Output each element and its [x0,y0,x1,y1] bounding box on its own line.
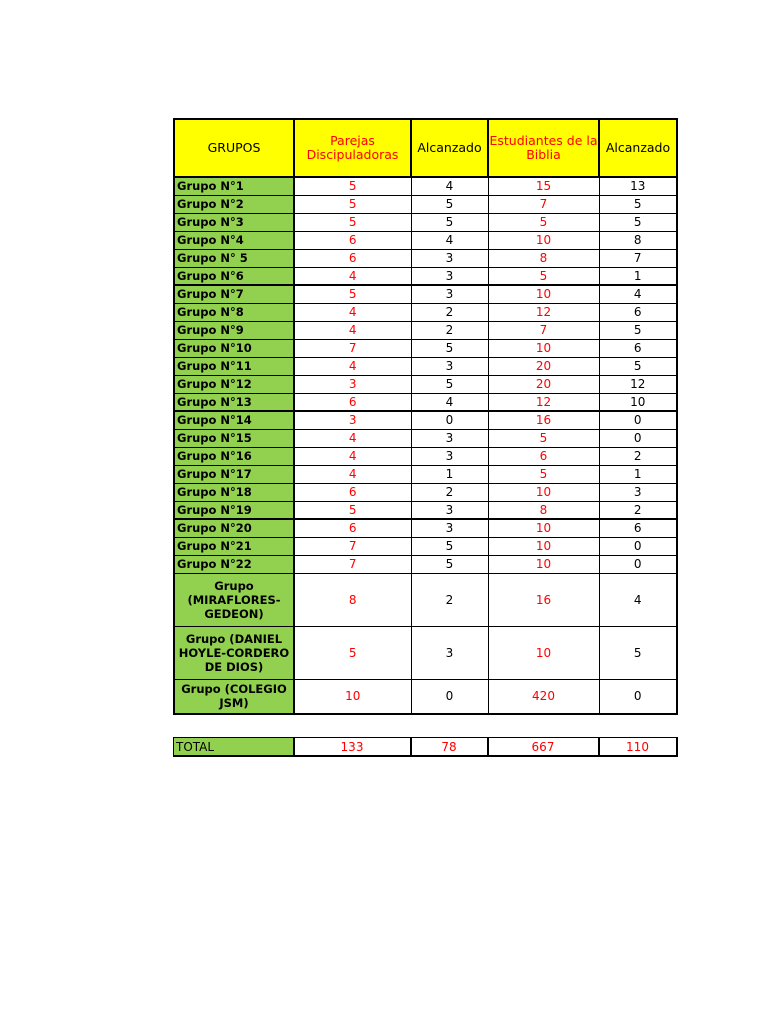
group-name: Grupo N°2 [174,195,294,213]
parejas-value: 6 [294,519,411,537]
alcanzado-2-value: 0 [599,411,677,429]
alcanzado-1-value: 0 [411,411,488,429]
table-row [174,519,677,537]
group-name: Grupo N°9 [174,321,294,339]
header-parejas: Parejas Discipuladoras [294,119,411,177]
alcanzado-1-value: 3 [411,429,488,447]
alcanzado-2-value: 2 [599,447,677,465]
table-row [174,285,677,303]
group-name: Grupo N°4 [174,231,294,249]
group-name: Grupo N°14 [174,411,294,429]
estudiantes-value: 5 [488,213,599,231]
estudiantes-value: 20 [488,375,599,393]
group-name: Grupo N°8 [174,303,294,321]
alcanzado-2-value: 5 [599,357,677,375]
estudiantes-value: 5 [488,465,599,483]
header-alcanzado-2: Alcanzado [599,119,677,177]
total-label: TOTAL [174,738,294,757]
alcanzado-2-value: 6 [599,519,677,537]
group-name: Grupo (MIRAFLORES-GEDEON) [174,573,294,626]
alcanzado-1-value: 3 [411,285,488,303]
alcanzado-1-value: 1 [411,465,488,483]
group-name: Grupo N°13 [174,393,294,411]
group-name: Grupo N° 5 [174,249,294,267]
parejas-value: 4 [294,303,411,321]
alcanzado-1-value: 5 [411,339,488,357]
group-name: Grupo (DANIEL HOYLE-CORDERO DE DIOS) [174,626,294,679]
parejas-value: 7 [294,537,411,555]
group-name: Grupo N°3 [174,213,294,231]
total-alcanzado-2: 110 [599,738,677,757]
alcanzado-1-value: 0 [411,679,488,714]
group-name: Grupo N°19 [174,501,294,519]
alcanzado-1-value: 3 [411,249,488,267]
alcanzado-2-value: 6 [599,339,677,357]
estudiantes-value: 10 [488,537,599,555]
alcanzado-2-value: 4 [599,573,677,626]
alcanzado-2-value: 4 [599,285,677,303]
alcanzado-1-value: 4 [411,177,488,195]
estudiantes-value: 10 [488,519,599,537]
parejas-value: 6 [294,483,411,501]
alcanzado-2-value: 8 [599,231,677,249]
parejas-value: 3 [294,411,411,429]
alcanzado-2-value: 0 [599,555,677,573]
alcanzado-2-value: 12 [599,375,677,393]
group-name: Grupo N°21 [174,537,294,555]
table-row [174,465,677,483]
table-row [174,267,677,285]
estudiantes-value: 420 [488,679,599,714]
parejas-value: 6 [294,393,411,411]
alcanzado-2-value: 7 [599,249,677,267]
alcanzado-2-value: 13 [599,177,677,195]
alcanzado-2-value: 0 [599,429,677,447]
parejas-value: 5 [294,195,411,213]
alcanzado-2-value: 5 [599,321,677,339]
alcanzado-2-value: 1 [599,267,677,285]
alcanzado-1-value: 4 [411,393,488,411]
estudiantes-value: 10 [488,285,599,303]
alcanzado-2-value: 5 [599,626,677,679]
estudiantes-value: 10 [488,339,599,357]
group-name: Grupo N°7 [174,285,294,303]
estudiantes-value: 5 [488,267,599,285]
estudiantes-value: 12 [488,303,599,321]
alcanzado-1-value: 3 [411,626,488,679]
parejas-value: 7 [294,555,411,573]
alcanzado-1-value: 3 [411,501,488,519]
group-name: Grupo N°15 [174,429,294,447]
alcanzado-1-value: 2 [411,321,488,339]
table-row [174,195,677,213]
estudiantes-value: 10 [488,555,599,573]
group-name: Grupo N°10 [174,339,294,357]
group-name: Grupo N°6 [174,267,294,285]
table-row [174,411,677,429]
parejas-value: 8 [294,573,411,626]
estudiantes-value: 10 [488,626,599,679]
table-row [174,573,677,626]
group-name: Grupo N°12 [174,375,294,393]
group-name: Grupo N°17 [174,465,294,483]
estudiantes-value: 8 [488,249,599,267]
parejas-value: 5 [294,177,411,195]
alcanzado-1-value: 5 [411,537,488,555]
estudiantes-value: 5 [488,429,599,447]
alcanzado-1-value: 2 [411,573,488,626]
table-row [174,231,677,249]
parejas-value: 5 [294,626,411,679]
estudiantes-value: 12 [488,393,599,411]
header-alcanzado-1: Alcanzado [411,119,488,177]
header-row [174,119,677,177]
alcanzado-2-value: 6 [599,303,677,321]
estudiantes-value: 7 [488,195,599,213]
alcanzado-1-value: 5 [411,213,488,231]
alcanzado-1-value: 2 [411,303,488,321]
estudiantes-value: 20 [488,357,599,375]
parejas-value: 10 [294,679,411,714]
total-estudiantes: 667 [488,738,599,757]
estudiantes-value: 7 [488,321,599,339]
total-row [174,738,677,757]
alcanzado-2-value: 3 [599,483,677,501]
table-row [174,339,677,357]
table-row [174,213,677,231]
estudiantes-value: 8 [488,501,599,519]
parejas-value: 3 [294,375,411,393]
estudiantes-value: 16 [488,573,599,626]
total-parejas: 133 [294,738,411,757]
alcanzado-1-value: 3 [411,267,488,285]
table-row [174,357,677,375]
header-estudiantes: Estudiantes de la Biblia [488,119,599,177]
parejas-value: 5 [294,285,411,303]
alcanzado-1-value: 4 [411,231,488,249]
alcanzado-1-value: 3 [411,357,488,375]
alcanzado-2-value: 10 [599,393,677,411]
estudiantes-value: 10 [488,231,599,249]
alcanzado-1-value: 5 [411,555,488,573]
alcanzado-2-value: 0 [599,679,677,714]
table-row [174,537,677,555]
parejas-value: 7 [294,339,411,357]
parejas-value: 6 [294,249,411,267]
alcanzado-2-value: 5 [599,195,677,213]
parejas-value: 4 [294,447,411,465]
table-row [174,447,677,465]
group-name: Grupo N°11 [174,357,294,375]
table-row [174,393,677,411]
parejas-value: 4 [294,465,411,483]
table-row [174,626,677,679]
table-row [174,429,677,447]
estudiantes-value: 10 [488,483,599,501]
estudiantes-value: 16 [488,411,599,429]
table-row [174,483,677,501]
alcanzado-1-value: 3 [411,447,488,465]
group-name: Grupo N°16 [174,447,294,465]
group-name: Grupo N°1 [174,177,294,195]
alcanzado-2-value: 1 [599,465,677,483]
table-row [174,375,677,393]
table-row [174,501,677,519]
alcanzado-2-value: 0 [599,537,677,555]
parejas-value: 5 [294,213,411,231]
alcanzado-1-value: 5 [411,195,488,213]
total-table [173,737,678,757]
parejas-value: 4 [294,267,411,285]
alcanzado-1-value: 2 [411,483,488,501]
groups-table [173,118,678,715]
header-grupos: GRUPOS [174,119,294,177]
parejas-value: 4 [294,321,411,339]
parejas-value: 4 [294,357,411,375]
table-row [174,555,677,573]
alcanzado-2-value: 5 [599,213,677,231]
alcanzado-1-value: 5 [411,375,488,393]
group-name: Grupo N°22 [174,555,294,573]
parejas-value: 5 [294,501,411,519]
parejas-value: 4 [294,429,411,447]
estudiantes-value: 15 [488,177,599,195]
table-row [174,679,677,714]
total-alcanzado-1: 78 [411,738,488,757]
parejas-value: 6 [294,231,411,249]
table-row [174,177,677,195]
group-name: Grupo N°18 [174,483,294,501]
estudiantes-value: 6 [488,447,599,465]
table-row [174,249,677,267]
table-row [174,303,677,321]
alcanzado-1-value: 3 [411,519,488,537]
alcanzado-2-value: 2 [599,501,677,519]
group-name: Grupo N°20 [174,519,294,537]
table-row [174,321,677,339]
group-name: Grupo (COLEGIO JSM) [174,679,294,714]
